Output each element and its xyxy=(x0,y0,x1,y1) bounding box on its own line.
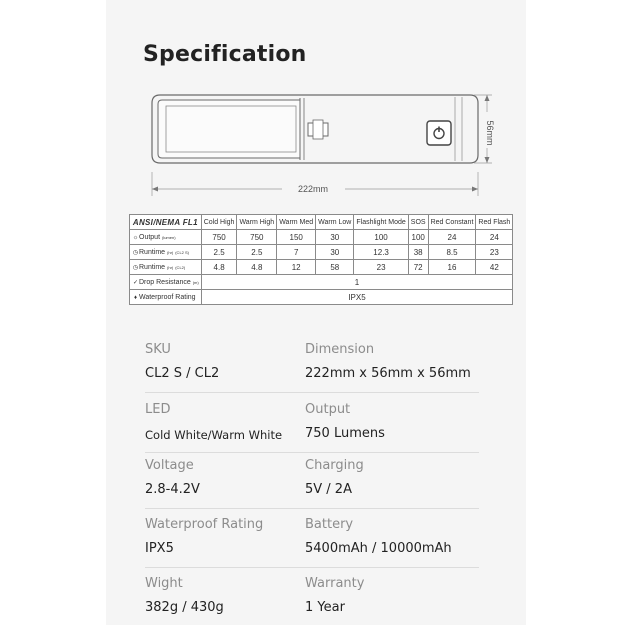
column-header: Warm High xyxy=(237,215,277,230)
row-label: ◷Runtime (hr) (CL2) xyxy=(130,260,202,275)
info-value: 222mm x 56mm x 56mm xyxy=(305,366,471,381)
row-label: ◷Runtime (hr) (CL2 S) xyxy=(130,245,202,260)
table-cell: 4.8 xyxy=(237,260,277,275)
info-value: 5V / 2A xyxy=(305,482,352,497)
table-cell: 30 xyxy=(316,230,354,245)
table-header-label: ANSI/NEMA FL1 xyxy=(130,215,202,230)
table-cell: 23 xyxy=(354,260,408,275)
info-value: 2.8-4.2V xyxy=(145,482,200,497)
table-cell: 24 xyxy=(476,230,513,245)
table-cell: 12 xyxy=(277,260,316,275)
row-label: ☼Output (lumen) xyxy=(130,230,202,245)
table-row xyxy=(130,290,513,305)
table-cell: 58 xyxy=(316,260,354,275)
drop-icon: ✓ xyxy=(132,279,139,286)
column-header: Warm Low xyxy=(316,215,354,230)
info-warranty xyxy=(305,576,479,626)
table-cell: 750 xyxy=(201,230,237,245)
table-cell: 30 xyxy=(316,245,354,260)
table-row xyxy=(130,275,513,290)
table-cell: 42 xyxy=(476,260,513,275)
table-cell: 1 xyxy=(201,275,513,290)
table-header-row xyxy=(130,215,513,230)
column-header: Red Constant xyxy=(428,215,476,230)
table-cell: 2.5 xyxy=(237,245,277,260)
info-label: SKU xyxy=(145,342,171,357)
table-cell: 7 xyxy=(277,245,316,260)
table-row xyxy=(130,245,513,260)
table-cell: 100 xyxy=(354,230,408,245)
info-label: Output xyxy=(305,402,351,417)
info-output xyxy=(305,402,479,453)
table-cell: 24 xyxy=(428,230,476,245)
column-header: SOS xyxy=(408,215,428,230)
info-charging xyxy=(305,458,479,509)
table-row xyxy=(130,260,513,275)
table-cell: 16 xyxy=(428,260,476,275)
table-cell: 12.3 xyxy=(354,245,408,260)
table-cell: 23 xyxy=(476,245,513,260)
spec-table xyxy=(129,214,513,305)
info-sku xyxy=(145,342,319,393)
info-label: Dimension xyxy=(305,342,375,357)
table-cell: 38 xyxy=(408,245,428,260)
info-label: Charging xyxy=(305,458,364,473)
info-battery xyxy=(305,517,479,568)
clock-icon: ◷ xyxy=(132,249,139,256)
table-cell: 100 xyxy=(408,230,428,245)
info-dimension xyxy=(305,342,479,393)
table-cell: 8.5 xyxy=(428,245,476,260)
info-label: Battery xyxy=(305,517,354,532)
product-drawing xyxy=(0,0,625,210)
info-value: Cold White/Warm White xyxy=(145,428,283,442)
info-value: 1 Year xyxy=(305,600,345,615)
table-cell: 2.5 xyxy=(201,245,237,260)
info-weight xyxy=(145,576,319,626)
info-label: LED xyxy=(145,402,171,417)
info-value: IPX5 xyxy=(145,541,174,556)
table-row xyxy=(130,230,513,245)
height-dimension-label: 56mm xyxy=(485,120,495,146)
row-label: ✓Drop Resistance (m) xyxy=(130,275,202,290)
clock-icon: ◷ xyxy=(132,264,139,271)
column-header: Warm Med xyxy=(277,215,316,230)
info-label: Waterproof Rating xyxy=(145,517,264,532)
output-icon: ☼ xyxy=(132,234,139,241)
page-title: Specification xyxy=(143,42,307,67)
column-header: Cold High xyxy=(201,215,237,230)
info-waterproof xyxy=(145,517,319,568)
table-cell: 72 xyxy=(408,260,428,275)
column-header: Red Flash xyxy=(476,215,513,230)
power-icon xyxy=(427,121,451,145)
column-header: Flashlight Mode xyxy=(354,215,408,230)
info-value: 750 Lumens xyxy=(305,426,385,441)
info-value: 382g / 430g xyxy=(145,600,224,615)
info-value: CL2 S / CL2 xyxy=(145,366,220,381)
table-cell: 4.8 xyxy=(201,260,237,275)
info-label: Wight xyxy=(145,576,183,591)
info-led xyxy=(145,402,319,453)
info-label: Voltage xyxy=(145,458,194,473)
info-voltage xyxy=(145,458,319,509)
table-cell: IPX5 xyxy=(201,290,513,305)
info-label: Warranty xyxy=(305,576,365,591)
table-cell: 150 xyxy=(277,230,316,245)
water-drop-icon: ♦ xyxy=(133,294,138,301)
row-label: ♦ Waterproof Rating xyxy=(130,290,202,305)
info-value: 5400mAh / 10000mAh xyxy=(305,541,452,556)
table-cell: 750 xyxy=(237,230,277,245)
width-dimension-label: 222mm xyxy=(297,184,329,194)
